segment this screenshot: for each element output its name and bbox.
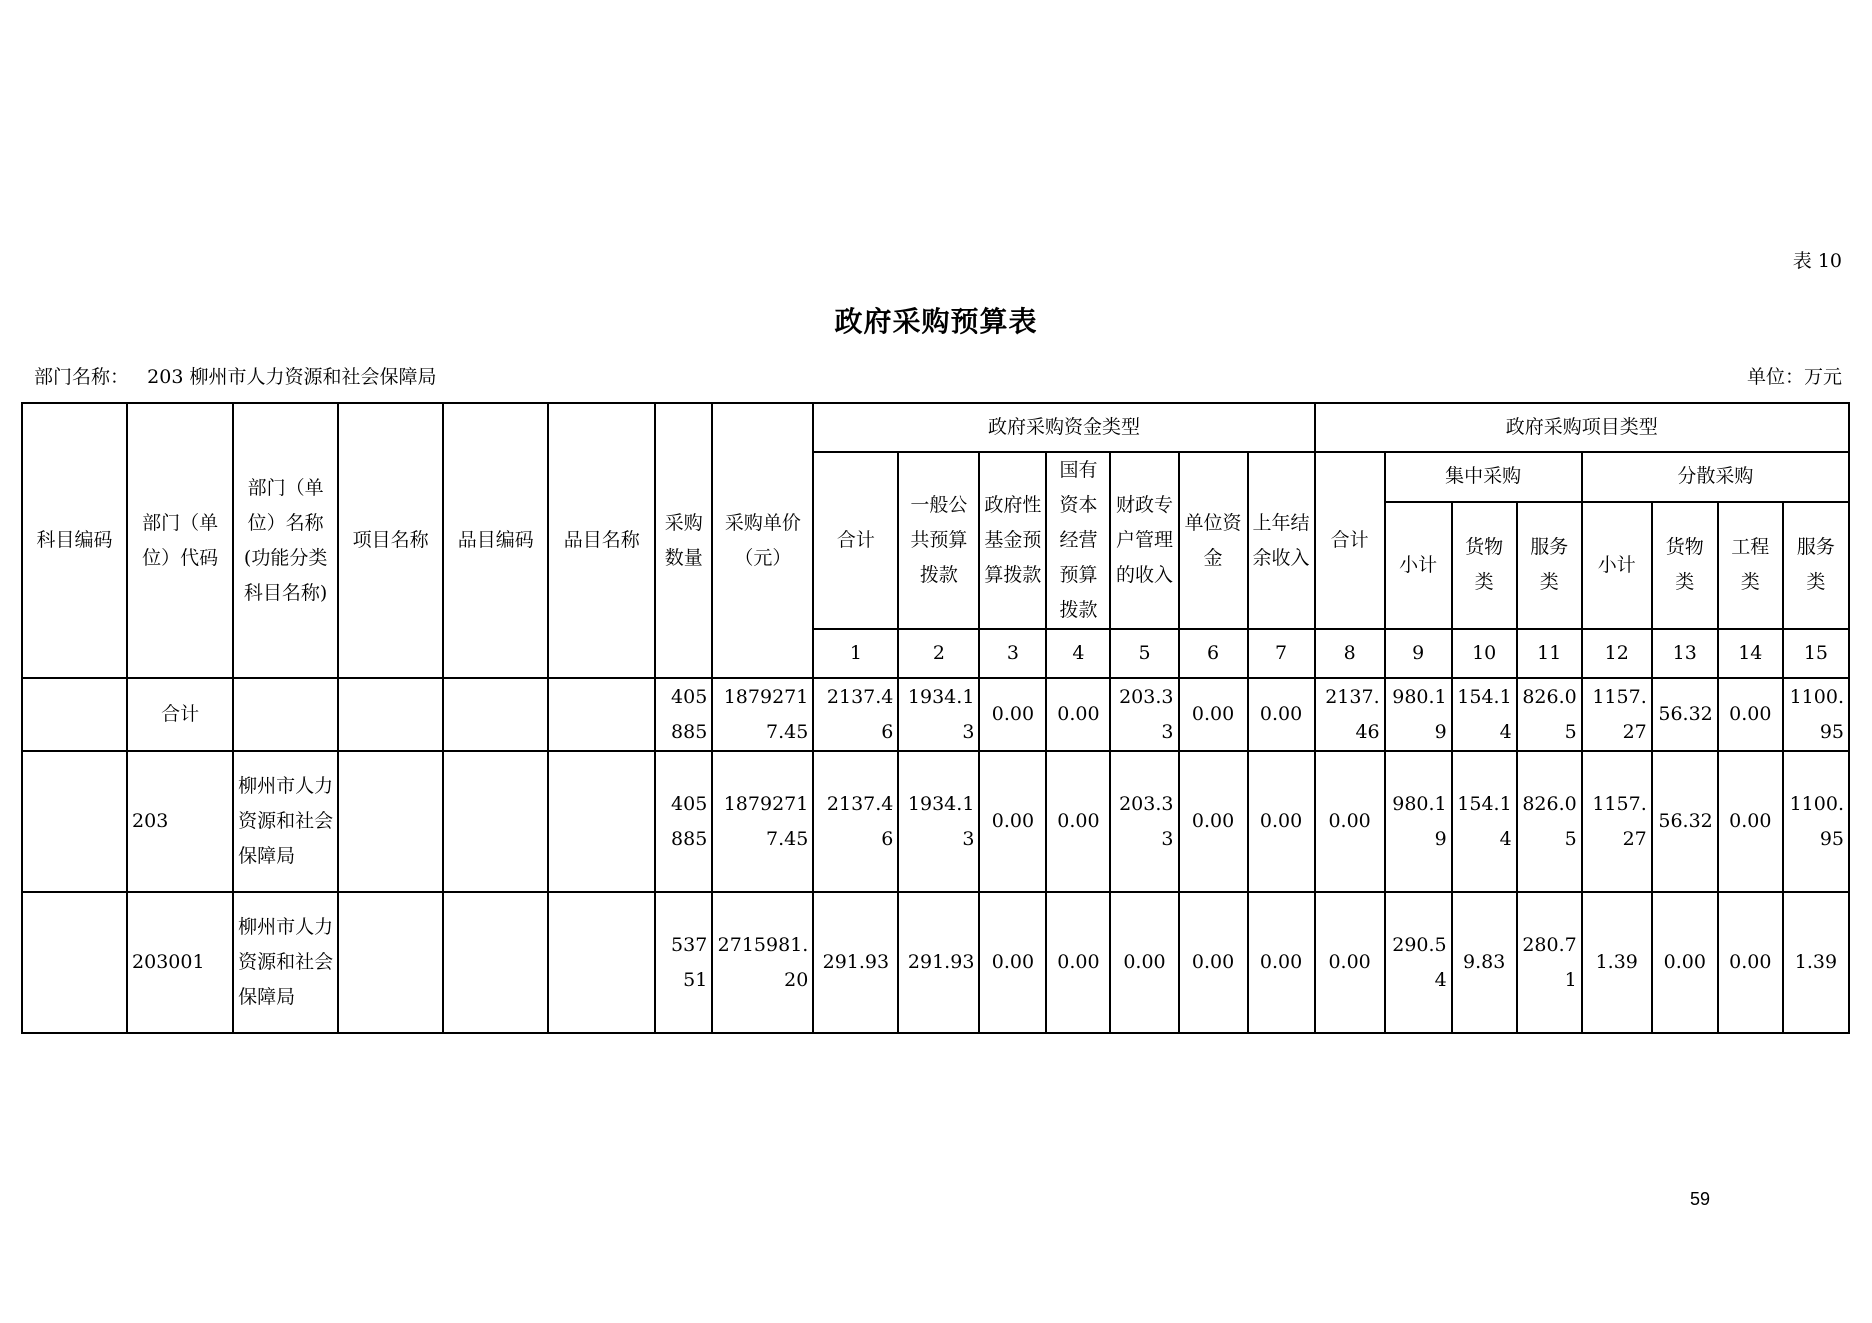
cell-value: 0.00	[979, 892, 1046, 1033]
department-line	[34, 362, 436, 389]
header-decentralized: 分散采购	[1582, 452, 1849, 502]
header-d-services: 服务类	[1783, 502, 1849, 629]
header-item-name: 品目名称	[548, 403, 655, 678]
col-number: 5	[1110, 629, 1178, 678]
cell-value: 203.33	[1110, 751, 1178, 892]
unit-label: 单位：万元	[1746, 366, 1842, 388]
cell-dept-code: 合计	[127, 678, 233, 751]
col-number: 9	[1385, 629, 1452, 678]
table-number-label: 表 10	[1792, 250, 1842, 272]
cell-value: 0.00	[979, 751, 1046, 892]
cell-value: 1100.95	[1783, 751, 1849, 892]
header-d-subtotal: 小计	[1582, 502, 1652, 629]
department-name: 203 柳州市人力资源和社会保障局	[147, 366, 437, 388]
header-subject-code: 科目编码	[22, 403, 127, 678]
table-row-dept	[22, 751, 1849, 892]
cell-value: 0.00	[1179, 751, 1248, 892]
table-row-unit	[22, 892, 1849, 1033]
header-quantity: 采购数量	[655, 403, 712, 678]
cell-value: 1.39	[1582, 892, 1652, 1033]
cell-value: 0.00	[1248, 892, 1315, 1033]
cell-value: 291.93	[898, 892, 979, 1033]
page-number: 59	[1690, 1189, 1711, 1209]
table-row-total	[22, 678, 1849, 751]
cell-value: 56.32	[1652, 751, 1718, 892]
header-unit-fund: 单位资金	[1179, 452, 1248, 629]
cell-quantity: 53751	[655, 892, 712, 1033]
col-number: 4	[1046, 629, 1110, 678]
cell-value: 980.19	[1385, 751, 1452, 892]
page-title: 政府采购预算表	[834, 305, 1038, 338]
header-c-goods: 货物类	[1452, 502, 1517, 629]
cell-value: 1934.13	[898, 751, 979, 892]
cell-value: 0.00	[1046, 751, 1110, 892]
cell-item-code	[443, 678, 548, 751]
cell-unit-price: 2715981.20	[712, 892, 813, 1033]
cell-item-code	[443, 751, 548, 892]
cell-value: 280.71	[1517, 892, 1582, 1033]
cell-value: 290.54	[1385, 892, 1452, 1033]
header-unit-price: 采购单价（元）	[712, 403, 813, 678]
cell-value: 0.00	[1718, 751, 1783, 892]
cell-value: 0.00	[1248, 751, 1315, 892]
cell-value: 2137.46	[1315, 678, 1385, 751]
cell-item-code	[443, 892, 548, 1033]
cell-value: 203.33	[1110, 678, 1178, 751]
cell-unit-price: 18792717.45	[712, 678, 813, 751]
cell-value: 0.00	[1179, 678, 1248, 751]
col-number: 2	[898, 629, 979, 678]
header-dept-name: 部门（单位）名称(功能分类科目名称)	[233, 403, 338, 678]
header-fund-total: 合计	[813, 452, 898, 629]
cell-value: 0.00	[1248, 678, 1315, 751]
header-project-type-group: 政府采购项目类型	[1315, 403, 1849, 452]
col-number: 14	[1718, 629, 1783, 678]
header-state-capital: 国有资本经营预算拨款	[1046, 452, 1110, 629]
cell-quantity: 405885	[655, 751, 712, 892]
header-general-budget: 一般公共预算拨款	[898, 452, 979, 629]
cell-quantity: 405885	[655, 678, 712, 751]
header-c-services: 服务类	[1517, 502, 1582, 629]
cell-value: 56.32	[1652, 678, 1718, 751]
cell-value: 0.00	[1315, 751, 1385, 892]
procurement-budget-table	[21, 402, 1850, 1034]
col-number: 11	[1517, 629, 1582, 678]
cell-dept-code: 203001	[127, 892, 233, 1033]
col-number: 13	[1652, 629, 1718, 678]
cell-value: 826.05	[1517, 751, 1582, 892]
cell-value: 1.39	[1783, 892, 1849, 1033]
cell-subject-code	[22, 892, 127, 1033]
cell-value: 0.00	[1179, 892, 1248, 1033]
header-special-account: 财政专户管理的收入	[1110, 452, 1178, 629]
cell-value: 0.00	[1046, 892, 1110, 1033]
cell-dept-code: 203	[127, 751, 233, 892]
header-d-works: 工程类	[1718, 502, 1783, 629]
header-item-code: 品目编码	[443, 403, 548, 678]
cell-dept-name: 柳州市人力资源和社会保障局	[233, 892, 338, 1033]
cell-item-name	[548, 751, 655, 892]
cell-value: 980.19	[1385, 678, 1452, 751]
cell-project-name	[338, 678, 443, 751]
col-number: 15	[1783, 629, 1849, 678]
cell-value: 2137.46	[813, 751, 898, 892]
cell-value: 826.05	[1517, 678, 1582, 751]
cell-value: 0.00	[1718, 892, 1783, 1033]
cell-value: 2137.46	[813, 678, 898, 751]
col-number: 6	[1179, 629, 1248, 678]
cell-value: 154.14	[1452, 678, 1517, 751]
cell-unit-price: 18792717.45	[712, 751, 813, 892]
col-number: 1	[813, 629, 898, 678]
cell-dept-name	[233, 678, 338, 751]
cell-value: 0.00	[1652, 892, 1718, 1033]
cell-item-name	[548, 678, 655, 751]
cell-value: 154.14	[1452, 751, 1517, 892]
department-prefix: 部门名称：	[34, 366, 130, 388]
col-number: 8	[1315, 629, 1385, 678]
col-number: 3	[979, 629, 1046, 678]
header-dept-code: 部门（单位）代码	[127, 403, 233, 678]
header-centralized: 集中采购	[1385, 452, 1582, 502]
header-c-subtotal: 小计	[1385, 502, 1452, 629]
cell-value: 0.00	[1046, 678, 1110, 751]
header-project-total: 合计	[1315, 452, 1385, 629]
cell-value: 1157.27	[1582, 678, 1652, 751]
header-d-goods: 货物类	[1652, 502, 1718, 629]
cell-value: 9.83	[1452, 892, 1517, 1033]
cell-value: 1100.95	[1783, 678, 1849, 751]
header-fund-type-group: 政府采购资金类型	[813, 403, 1314, 452]
header-row-1	[22, 403, 1849, 452]
cell-value: 291.93	[813, 892, 898, 1033]
cell-subject-code	[22, 678, 127, 751]
col-number: 7	[1248, 629, 1315, 678]
header-gov-fund: 政府性基金预算拨款	[979, 452, 1046, 629]
cell-value: 0.00	[1110, 892, 1178, 1033]
cell-dept-name: 柳州市人力资源和社会保障局	[233, 751, 338, 892]
cell-value: 1934.13	[898, 678, 979, 751]
cell-item-name	[548, 892, 655, 1033]
cell-value: 0.00	[1315, 892, 1385, 1033]
col-number: 12	[1582, 629, 1652, 678]
cell-value: 0.00	[979, 678, 1046, 751]
cell-subject-code	[22, 751, 127, 892]
cell-value: 0.00	[1718, 678, 1783, 751]
header-carryover: 上年结余收入	[1248, 452, 1315, 629]
cell-project-name	[338, 751, 443, 892]
cell-value: 1157.27	[1582, 751, 1652, 892]
cell-project-name	[338, 892, 443, 1033]
header-project-name: 项目名称	[338, 403, 443, 678]
col-number: 10	[1452, 629, 1517, 678]
